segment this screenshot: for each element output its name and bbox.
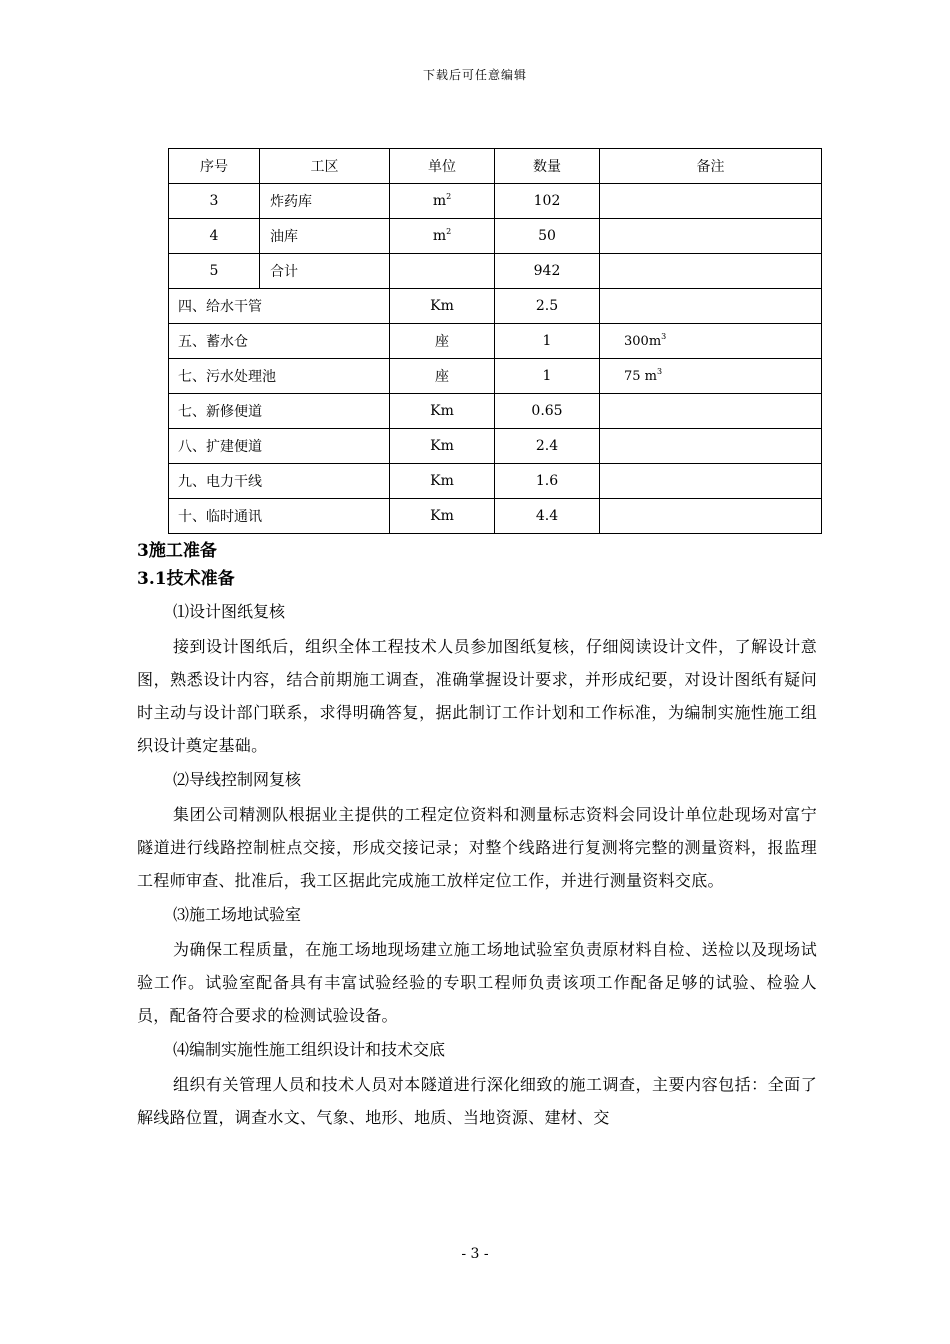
row-note: $300m^3$ (600, 324, 822, 359)
row-item: 七、污水处理池 (169, 359, 390, 394)
table-row (169, 184, 822, 219)
row-unit: Km (390, 289, 495, 324)
row-area: 炸药库 (260, 184, 390, 219)
item-title: ⑵导线控制网复核 (173, 770, 302, 789)
row-note: 75 $m^3$ (600, 359, 822, 394)
table-row (169, 429, 822, 464)
table-row (169, 324, 822, 359)
row-item: 十、临时通讯 (169, 499, 390, 534)
row-quantity: 0.65 (495, 394, 600, 429)
table-row (169, 394, 822, 429)
row-item: 五、蓄水仓 (169, 324, 390, 359)
row-unit (390, 254, 495, 289)
works-table (168, 148, 822, 534)
table-row (169, 499, 822, 534)
table-row (169, 359, 822, 394)
item-paragraph: 为确保工程质量，在施工场地现场建立施工场地试验室负责原材料自检、送检以及现场试验工作。试验室配备具有丰富试验经验的专职工程师负责该项工作配备足够的试验、检验人员，配备符合要求的检测试验设备。 (137, 940, 817, 1025)
document-body (137, 538, 817, 1134)
header-cell: 数量 (495, 149, 600, 184)
subsection-heading: 3.1技术准备 (137, 569, 235, 589)
row-note (600, 219, 822, 254)
row-area: 油库 (260, 219, 390, 254)
row-unit: Km (390, 499, 495, 534)
row-number: 4 (169, 219, 260, 254)
header-cell: 备注 (600, 149, 822, 184)
row-item: 七、新修便道 (169, 394, 390, 429)
header-cell: 工区 (260, 149, 390, 184)
item-paragraph: 接到设计图纸后，组织全体工程技术人员参加图纸复核，仔细阅读设计文件，了解设计意图，熟悉设计内容，结合前期施工调查，准确掌握设计要求，并形成纪要，对设计图纸有疑问时主动与设计部门联系，求得明确答复，据此制订工作计划和工作标准，为编制实施性施工组织设计奠定基础。 (137, 637, 817, 755)
page-number: - 3 - (461, 1246, 489, 1262)
row-item: 四、给水干管 (169, 289, 390, 324)
row-note (600, 499, 822, 534)
row-quantity: 1 (495, 324, 600, 359)
row-unit: $m^2$ (390, 184, 495, 219)
row-quantity: 942 (495, 254, 600, 289)
table-row (169, 254, 822, 289)
row-area: 合计 (260, 254, 390, 289)
row-item: 八、扩建便道 (169, 429, 390, 464)
row-note (600, 184, 822, 219)
row-number: 3 (169, 184, 260, 219)
header-cell: 单位 (390, 149, 495, 184)
row-note (600, 254, 822, 289)
row-note (600, 289, 822, 324)
row-note (600, 429, 822, 464)
row-quantity: 1 (495, 359, 600, 394)
row-unit: Km (390, 394, 495, 429)
header-cell: 序号 (169, 149, 260, 184)
item-title: ⑴设计图纸复核 (173, 602, 286, 621)
page-header: 下载后可任意编辑 (422, 68, 527, 82)
row-note (600, 394, 822, 429)
row-unit: $m^2$ (390, 219, 495, 254)
row-unit: 座 (390, 359, 495, 394)
item-paragraph: 集团公司精测队根据业主提供的工程定位资料和测量标志资料会同设计单位赴现场对富宁隧道进行线路控制桩点交接，形成交接记录；对整个线路进行复测将完整的测量资料，报监理工程师审查、批准后，我工区据此完成施工放样定位工作，并进行测量资料交底。 (137, 805, 817, 890)
row-number: 5 (169, 254, 260, 289)
row-note (600, 464, 822, 499)
row-quantity: 1.6 (495, 464, 600, 499)
row-quantity: 50 (495, 219, 600, 254)
table-header-row (169, 149, 822, 184)
item-paragraph: 组织有关管理人员和技术人员对本隧道进行深化细致的施工调查，主要内容包括：全面了解线路位置，调查水文、气象、地形、地质、当地资源、建材、交 (137, 1075, 817, 1127)
row-quantity: 2.4 (495, 429, 600, 464)
row-quantity: 102 (495, 184, 600, 219)
item-title: ⑶施工场地试验室 (173, 905, 302, 924)
item-title: ⑷编制实施性施工组织设计和技术交底 (173, 1040, 446, 1059)
row-item: 九、电力干线 (169, 464, 390, 499)
row-quantity: 4.4 (495, 499, 600, 534)
row-quantity: 2.5 (495, 289, 600, 324)
row-unit: 座 (390, 324, 495, 359)
table-row (169, 289, 822, 324)
section-heading: 3施工准备 (137, 541, 217, 561)
table-row (169, 464, 822, 499)
table-row (169, 219, 822, 254)
row-unit: Km (390, 429, 495, 464)
row-unit: Km (390, 464, 495, 499)
